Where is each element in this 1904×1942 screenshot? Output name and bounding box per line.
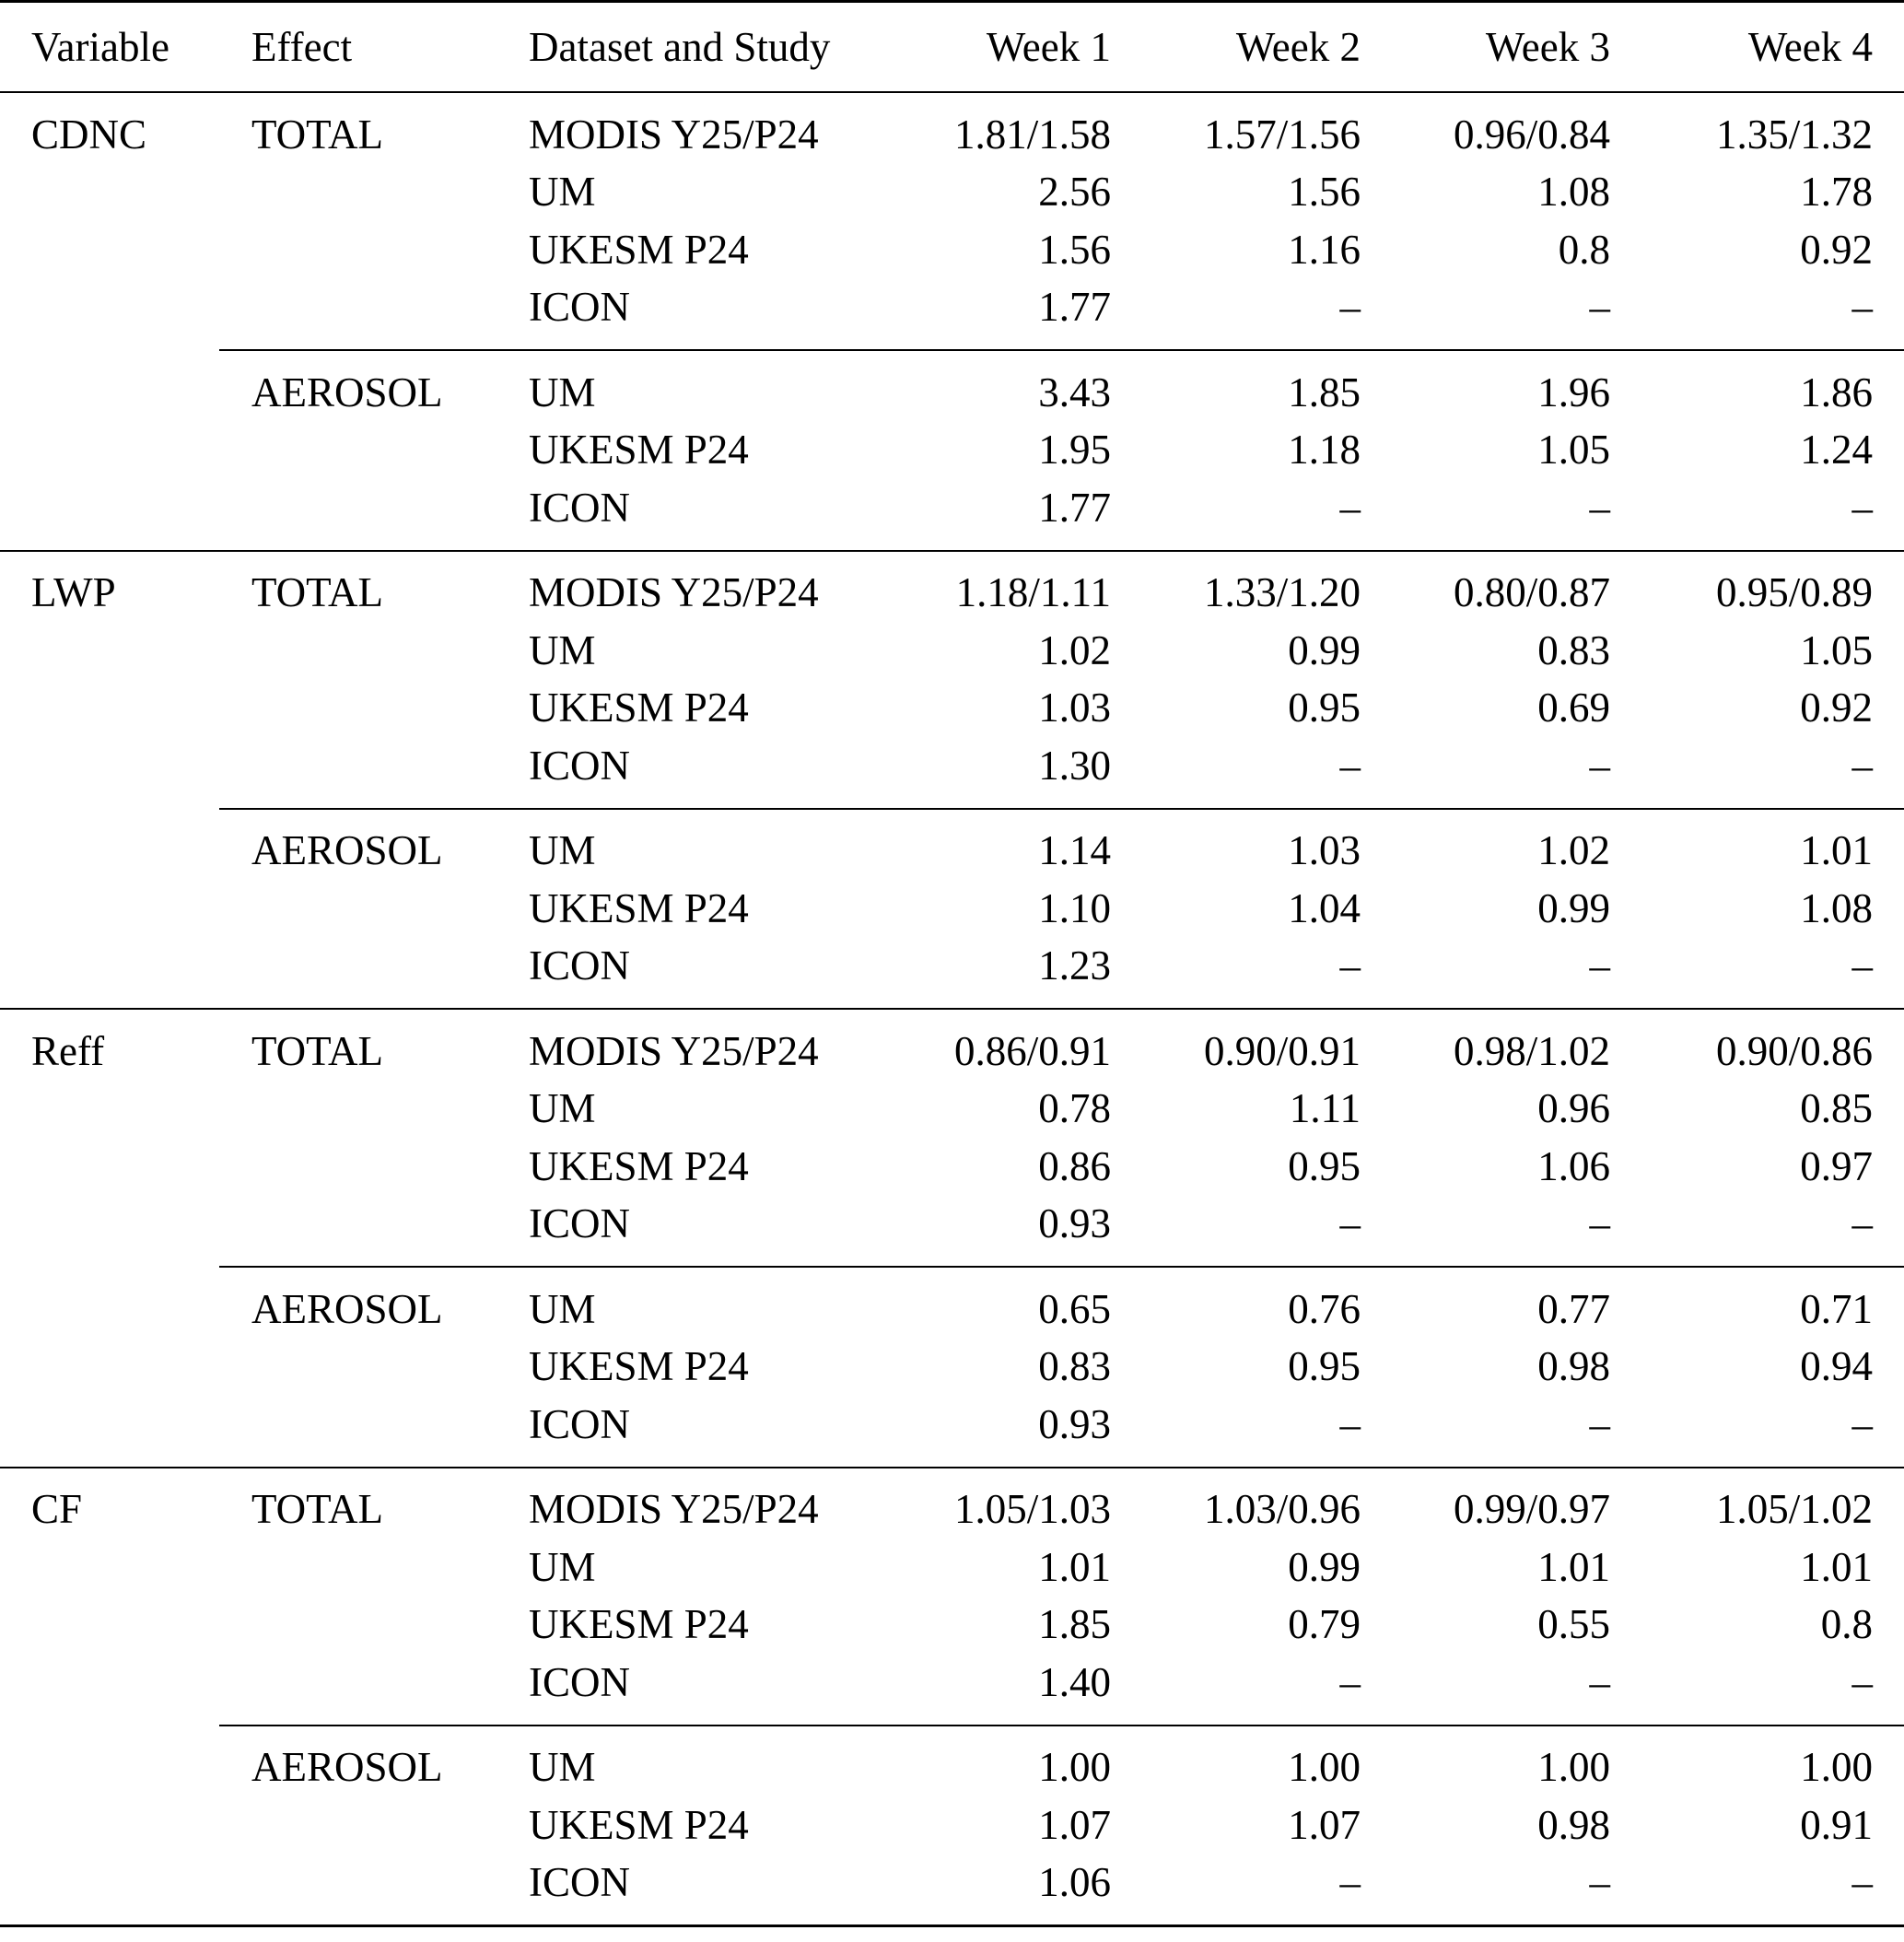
cell-effect: AEROSOL xyxy=(251,1744,443,1791)
cell-week-4: 1.05 xyxy=(1800,626,1873,673)
cell-week-4: 0.90/0.86 xyxy=(1715,1027,1873,1074)
table-row xyxy=(0,737,1904,809)
table-row xyxy=(0,1597,1904,1655)
table-row xyxy=(0,1196,1904,1268)
cell-week-4: 0.92 xyxy=(1800,684,1873,731)
cell-variable xyxy=(0,1396,219,1468)
cell-week-4: – xyxy=(1641,479,1904,551)
cell-dataset: UKESM P24 xyxy=(529,226,749,273)
cell-week-4: – xyxy=(1641,1396,1904,1468)
cell-variable xyxy=(0,1538,219,1597)
cell-dataset: ICON xyxy=(496,479,894,551)
cell-dataset: UM xyxy=(529,369,596,415)
cell-week-4: – xyxy=(1641,737,1904,809)
cell-effect xyxy=(219,1796,496,1854)
cell-week-1: 1.95 xyxy=(1038,427,1111,474)
cell-variable: CF xyxy=(31,1486,83,1533)
cell-week-2: – xyxy=(1142,1396,1392,1468)
cell-effect xyxy=(219,1854,496,1926)
cell-effect xyxy=(219,1138,496,1196)
cell-week-3: 0.55 xyxy=(1537,1601,1610,1648)
cell-variable xyxy=(0,350,219,422)
cell-week-2: – xyxy=(1142,1854,1392,1926)
cell-week-1: 1.06 xyxy=(894,1854,1142,1926)
cell-week-1: 0.78 xyxy=(1038,1085,1111,1132)
cell-effect: TOTAL xyxy=(251,1486,384,1533)
cell-effect xyxy=(219,1538,496,1597)
table-row xyxy=(0,479,1904,551)
table-row xyxy=(0,92,1904,164)
cell-week-1: 0.83 xyxy=(1038,1343,1111,1390)
cell-week-1: 1.03 xyxy=(1038,684,1111,731)
cell-week-4: 0.92 xyxy=(1800,226,1873,273)
cell-effect: AEROSOL xyxy=(251,369,443,415)
table-row xyxy=(0,1081,1904,1139)
cell-week-1: 1.40 xyxy=(894,1654,1142,1726)
cell-effect xyxy=(219,1339,496,1397)
cell-variable xyxy=(0,1854,219,1926)
cell-week-4: 1.24 xyxy=(1800,427,1873,474)
cell-variable xyxy=(0,221,219,279)
header-effect: Effect xyxy=(219,2,496,93)
cell-week-3: 0.99 xyxy=(1537,884,1610,931)
cell-week-2: – xyxy=(1142,1654,1392,1726)
cell-week-2: 0.99 xyxy=(1288,626,1361,673)
cell-week-2: 1.00 xyxy=(1288,1744,1361,1791)
cell-dataset: UKESM P24 xyxy=(529,1343,749,1390)
table-row xyxy=(0,221,1904,279)
cell-week-4: 0.97 xyxy=(1800,1142,1873,1189)
cell-week-3: – xyxy=(1392,938,1641,1010)
cell-week-3: 0.98 xyxy=(1537,1801,1610,1848)
cell-variable: LWP xyxy=(31,569,116,616)
cell-effect xyxy=(219,422,496,480)
cell-week-2: 1.07 xyxy=(1288,1801,1361,1848)
cell-dataset: ICON xyxy=(496,1854,894,1926)
cell-effect xyxy=(219,164,496,222)
cell-week-4: – xyxy=(1641,938,1904,1010)
cell-effect xyxy=(219,880,496,938)
cell-week-2: 0.95 xyxy=(1288,1343,1361,1390)
header-week-2: Week 2 xyxy=(1142,2,1392,93)
cell-week-4: 1.05/1.02 xyxy=(1715,1486,1873,1533)
cell-variable xyxy=(0,1726,219,1797)
cell-week-3: – xyxy=(1392,737,1641,809)
cell-week-2: – xyxy=(1142,1196,1392,1268)
cell-dataset: UKESM P24 xyxy=(529,1142,749,1189)
cell-week-2: – xyxy=(1142,938,1392,1010)
table-row xyxy=(0,551,1904,623)
cell-variable xyxy=(0,279,219,351)
cell-variable xyxy=(0,1597,219,1655)
cell-variable xyxy=(0,938,219,1010)
cell-week-1: 0.93 xyxy=(894,1196,1142,1268)
cell-effect: TOTAL xyxy=(251,569,384,616)
cell-effect xyxy=(219,680,496,738)
table-row xyxy=(0,1009,1904,1081)
cell-week-1: 1.18/1.11 xyxy=(955,569,1111,616)
cell-variable: CDNC xyxy=(31,111,147,158)
cell-week-1: 0.86/0.91 xyxy=(953,1027,1111,1074)
cell-variable xyxy=(0,737,219,809)
cell-week-3: 1.08 xyxy=(1537,169,1610,216)
cell-dataset: UM xyxy=(529,827,596,874)
cell-effect: AEROSOL xyxy=(251,1285,443,1332)
cell-variable xyxy=(0,479,219,551)
cell-variable xyxy=(0,164,219,222)
cell-week-2: – xyxy=(1142,279,1392,351)
table-row xyxy=(0,350,1904,422)
table-body xyxy=(0,92,1904,1926)
cell-week-3: 0.83 xyxy=(1537,626,1610,673)
cell-week-1: 3.43 xyxy=(1038,369,1111,415)
cell-dataset: ICON xyxy=(496,1196,894,1268)
cell-effect: AEROSOL xyxy=(251,827,443,874)
table-row xyxy=(0,1138,1904,1196)
cell-dataset: UKESM P24 xyxy=(529,427,749,474)
cell-week-4: – xyxy=(1641,1854,1904,1926)
cell-effect xyxy=(219,1196,496,1268)
cell-week-3: 1.05 xyxy=(1537,427,1610,474)
cell-week-2: 0.95 xyxy=(1288,684,1361,731)
cell-effect xyxy=(219,221,496,279)
cell-week-4: 0.91 xyxy=(1800,1801,1873,1848)
cell-week-4: – xyxy=(1641,1654,1904,1726)
cell-dataset: MODIS Y25/P24 xyxy=(529,1027,819,1074)
cell-week-1: 1.07 xyxy=(1038,1801,1111,1848)
cell-week-4: 0.94 xyxy=(1800,1343,1873,1390)
cell-week-3: 1.96 xyxy=(1537,369,1610,415)
cell-variable: Reff xyxy=(31,1027,105,1074)
cell-variable xyxy=(0,680,219,738)
cell-effect xyxy=(219,737,496,809)
cell-week-1: 0.93 xyxy=(894,1396,1142,1468)
cell-dataset: UM xyxy=(529,1744,596,1791)
cell-week-3: – xyxy=(1392,1196,1641,1268)
cell-dataset: UKESM P24 xyxy=(529,1601,749,1648)
cell-dataset: UM xyxy=(529,1285,596,1332)
cell-week-4: 1.08 xyxy=(1800,884,1873,931)
table-row xyxy=(0,1396,1904,1468)
cell-dataset: MODIS Y25/P24 xyxy=(529,569,819,616)
cell-week-2: 1.03 xyxy=(1288,827,1361,874)
cell-effect xyxy=(219,279,496,351)
table-row xyxy=(0,164,1904,222)
cell-week-1: 0.65 xyxy=(1038,1285,1111,1332)
header-week-1: Week 1 xyxy=(894,2,1142,93)
cell-dataset: ICON xyxy=(496,737,894,809)
cell-week-3: – xyxy=(1392,279,1641,351)
cell-week-3: – xyxy=(1392,1396,1641,1468)
cell-week-3: 1.06 xyxy=(1537,1142,1610,1189)
table-row xyxy=(0,938,1904,1010)
cell-dataset: UM xyxy=(529,1543,596,1590)
cell-week-4: 1.01 xyxy=(1800,827,1873,874)
cell-dataset: ICON xyxy=(496,1654,894,1726)
cell-variable xyxy=(0,1138,219,1196)
cell-week-2: 1.16 xyxy=(1288,226,1361,273)
cell-effect xyxy=(219,622,496,680)
cell-dataset: ICON xyxy=(496,938,894,1010)
cell-week-1: 1.00 xyxy=(1038,1744,1111,1791)
table-row xyxy=(0,809,1904,881)
table-row xyxy=(0,422,1904,480)
cell-dataset: UKESM P24 xyxy=(529,684,749,731)
cell-week-1: 1.56 xyxy=(1038,226,1111,273)
cell-week-3: 0.98/1.02 xyxy=(1453,1027,1610,1074)
cell-week-4: 0.85 xyxy=(1800,1085,1873,1132)
cell-week-2: 1.85 xyxy=(1288,369,1361,415)
header-dataset: Dataset and Study xyxy=(496,2,894,93)
cell-week-3: 0.96 xyxy=(1537,1085,1610,1132)
cell-week-4: 0.71 xyxy=(1800,1285,1873,1332)
cell-week-3: 0.69 xyxy=(1537,684,1610,731)
cell-week-3: – xyxy=(1392,479,1641,551)
cell-week-1: 1.81/1.58 xyxy=(953,111,1111,158)
cell-week-2: 0.76 xyxy=(1288,1285,1361,1332)
cell-week-3: 0.98 xyxy=(1537,1343,1610,1390)
cell-variable xyxy=(0,880,219,938)
table-row xyxy=(0,1654,1904,1726)
cell-dataset: UM xyxy=(529,1085,596,1132)
cell-week-1: 1.77 xyxy=(894,479,1142,551)
cell-week-2: 1.56 xyxy=(1288,169,1361,216)
cell-variable xyxy=(0,422,219,480)
cell-week-1: 1.30 xyxy=(894,737,1142,809)
cell-week-2: 1.04 xyxy=(1288,884,1361,931)
cell-dataset: MODIS Y25/P24 xyxy=(529,1486,819,1533)
cell-week-3: 1.01 xyxy=(1537,1543,1610,1590)
table-row xyxy=(0,622,1904,680)
cell-week-2: – xyxy=(1142,479,1392,551)
table-row xyxy=(0,880,1904,938)
cell-week-2: 1.33/1.20 xyxy=(1203,569,1361,616)
cell-week-4: 1.78 xyxy=(1800,169,1873,216)
cell-week-2: 0.79 xyxy=(1288,1601,1361,1648)
cell-week-3: 0.99/0.97 xyxy=(1453,1486,1610,1533)
cell-week-2: 1.03/0.96 xyxy=(1203,1486,1361,1533)
cell-week-1: 1.10 xyxy=(1038,884,1111,931)
cell-week-3: 1.02 xyxy=(1537,827,1610,874)
cell-week-3: 0.77 xyxy=(1537,1285,1610,1332)
cell-effect xyxy=(219,1654,496,1726)
cell-dataset: UM xyxy=(529,169,596,216)
cell-variable xyxy=(0,1196,219,1268)
cell-week-3: 1.00 xyxy=(1537,1744,1610,1791)
table-row xyxy=(0,680,1904,738)
cell-week-1: 0.86 xyxy=(1038,1142,1111,1189)
header-variable: Variable xyxy=(0,2,219,93)
cell-dataset: ICON xyxy=(496,279,894,351)
cell-week-2: 0.95 xyxy=(1288,1142,1361,1189)
cell-week-2: 1.11 xyxy=(1289,1085,1361,1132)
cell-variable xyxy=(0,809,219,881)
cell-week-1: 1.02 xyxy=(1038,626,1111,673)
table-row xyxy=(0,1796,1904,1854)
cell-week-2: 1.18 xyxy=(1288,427,1361,474)
cell-week-3: 0.8 xyxy=(1558,226,1610,273)
cell-effect: TOTAL xyxy=(251,1027,384,1074)
cell-week-4: 0.8 xyxy=(1820,1601,1873,1648)
cell-effect xyxy=(219,479,496,551)
cell-week-2: 1.57/1.56 xyxy=(1203,111,1361,158)
header-week-3: Week 3 xyxy=(1392,2,1641,93)
cell-week-4: 1.35/1.32 xyxy=(1715,111,1873,158)
cell-week-3: 0.96/0.84 xyxy=(1453,111,1610,158)
cell-dataset: UKESM P24 xyxy=(529,1801,749,1848)
cell-week-1: 1.01 xyxy=(1038,1543,1111,1590)
cell-variable xyxy=(0,622,219,680)
header-week-4: Week 4 xyxy=(1641,2,1904,93)
cell-week-4: 1.86 xyxy=(1800,369,1873,415)
cell-week-3: – xyxy=(1392,1854,1641,1926)
cell-week-4: 1.00 xyxy=(1800,1744,1873,1791)
header-row xyxy=(0,2,1904,93)
table-row xyxy=(0,1854,1904,1926)
cell-variable xyxy=(0,1081,219,1139)
cell-week-2: 0.99 xyxy=(1288,1543,1361,1590)
cell-week-1: 1.85 xyxy=(1038,1601,1111,1648)
cell-effect xyxy=(219,1081,496,1139)
cell-variable xyxy=(0,1796,219,1854)
table-row xyxy=(0,1726,1904,1797)
table-row xyxy=(0,1468,1904,1539)
cell-week-4: – xyxy=(1641,279,1904,351)
cell-week-3: 0.80/0.87 xyxy=(1453,569,1610,616)
cell-effect xyxy=(219,1597,496,1655)
cell-week-3: – xyxy=(1392,1654,1641,1726)
cell-week-4: – xyxy=(1641,1196,1904,1268)
cell-effect xyxy=(219,938,496,1010)
table-row xyxy=(0,1267,1904,1339)
table-row xyxy=(0,279,1904,351)
cell-dataset: MODIS Y25/P24 xyxy=(529,111,819,158)
cell-week-1: 1.05/1.03 xyxy=(953,1486,1111,1533)
table-row xyxy=(0,1538,1904,1597)
cell-week-4: 0.95/0.89 xyxy=(1715,569,1873,616)
table-row xyxy=(0,1339,1904,1397)
cell-effect xyxy=(219,1396,496,1468)
cell-dataset: ICON xyxy=(496,1396,894,1468)
cell-week-4: 1.01 xyxy=(1800,1543,1873,1590)
cell-week-1: 1.14 xyxy=(1038,827,1111,874)
cell-week-1: 1.23 xyxy=(894,938,1142,1010)
cell-dataset: UKESM P24 xyxy=(529,884,749,931)
cell-week-2: – xyxy=(1142,737,1392,809)
cell-variable xyxy=(0,1267,219,1339)
cell-variable xyxy=(0,1339,219,1397)
cell-dataset: UM xyxy=(529,626,596,673)
cell-week-1: 1.77 xyxy=(894,279,1142,351)
cell-effect: TOTAL xyxy=(251,111,384,158)
cell-variable xyxy=(0,1654,219,1726)
cell-week-2: 0.90/0.91 xyxy=(1203,1027,1361,1074)
cell-week-1: 2.56 xyxy=(1038,169,1111,216)
